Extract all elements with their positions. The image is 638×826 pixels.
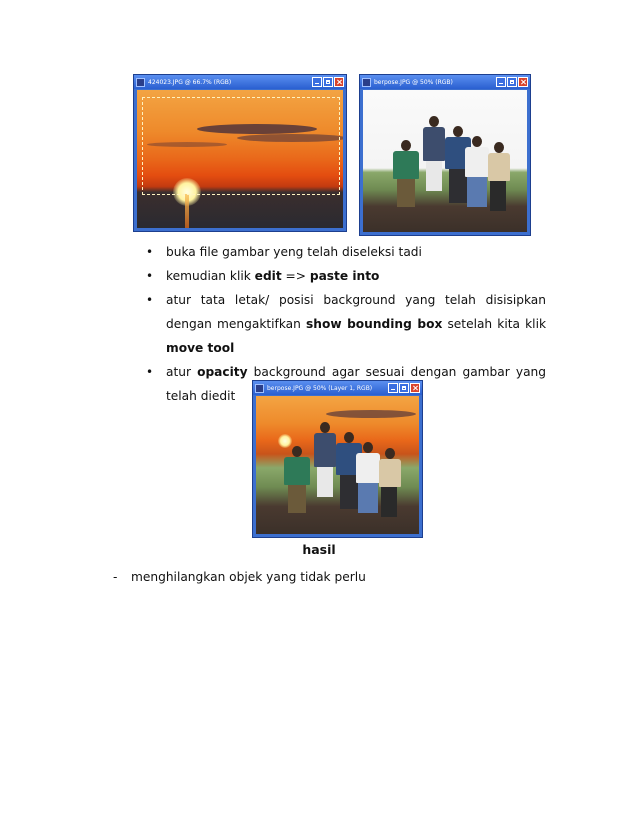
- result-canvas[interactable]: [256, 396, 419, 534]
- result-window-titlebar[interactable]: [253, 381, 422, 395]
- photoshop-doc-icon: [255, 384, 264, 393]
- photoshop-doc-icon: [136, 78, 145, 87]
- maximize-icon[interactable]: [507, 77, 517, 87]
- photoshop-doc-icon: [362, 78, 371, 87]
- maximize-icon[interactable]: [323, 77, 333, 87]
- close-icon[interactable]: [334, 77, 344, 87]
- minimize-icon[interactable]: [496, 77, 506, 87]
- result-image-window[interactable]: [252, 380, 423, 538]
- sunset-image-window[interactable]: [133, 74, 347, 232]
- instruction-item: • atur opacity background agar sesuai dengan gambar yang telah diedit: [146, 360, 546, 408]
- group-image-window[interactable]: [359, 74, 531, 236]
- instruction-item: • kemudian klik edit => paste into: [146, 264, 546, 288]
- selection-marquee: [142, 97, 340, 195]
- next-step-item: [113, 570, 366, 584]
- maximize-icon[interactable]: [399, 383, 409, 393]
- figure-caption: hasil: [302, 542, 336, 557]
- next-step-text: menghilangkan objek yang tidak perlu: [131, 570, 366, 584]
- result-window-title: berpose.JPG @ 50% (Layer 1, RGB): [267, 384, 373, 392]
- sunset-window-titlebar[interactable]: [134, 75, 346, 89]
- close-icon[interactable]: [410, 383, 420, 393]
- sunset-photo: [137, 90, 343, 228]
- sunset-canvas[interactable]: [137, 90, 343, 228]
- result-photo: [256, 396, 419, 534]
- group-window-title: berpose.JPG @ 50% (RGB): [374, 78, 453, 86]
- instruction-item: • atur tata letak/ posisi background yang telah disisipkan dengan mengaktifkan show bounding box setelah kita klik move tool: [146, 288, 546, 360]
- group-canvas[interactable]: [363, 90, 527, 232]
- group-photo: [363, 90, 527, 232]
- minimize-icon[interactable]: [312, 77, 322, 87]
- close-icon[interactable]: [518, 77, 528, 87]
- sunset-window-title: 424023.JPG @ 66.7% (RGB): [148, 78, 232, 86]
- minimize-icon[interactable]: [388, 383, 398, 393]
- list-marker: -: [113, 570, 118, 584]
- group-window-titlebar[interactable]: [360, 75, 530, 89]
- instruction-item: • buka file gambar yeng telah diseleksi tadi: [146, 240, 546, 264]
